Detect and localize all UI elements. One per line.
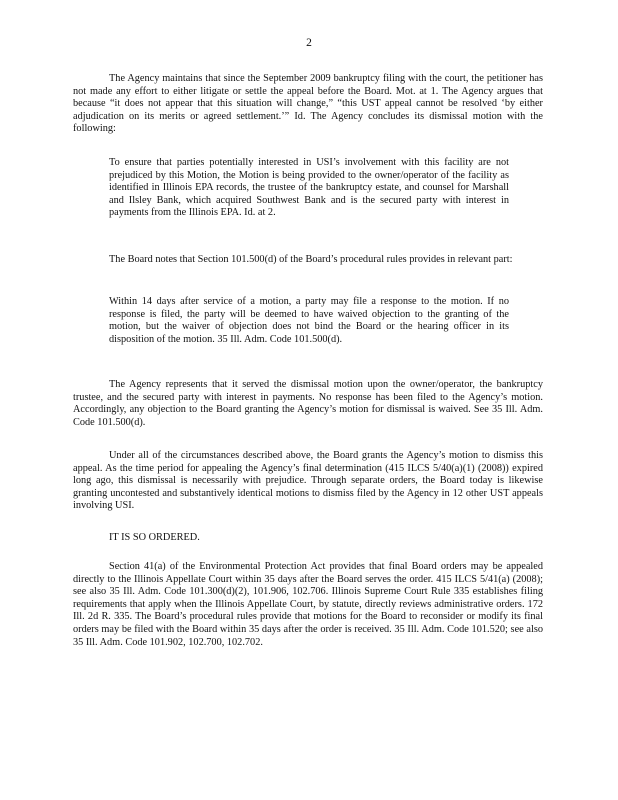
- paragraph-agency-maintains: The Agency maintains that since the September 2009 bankruptcy filing with the court, the petitioner has not made any effort to either litigate or settle the appeal before the Board. Mot. at 1. The Agency argues that because “it does not appear that this situation will change,” “this UST appeal cannot be resolved ‘by either adjudication on its merits or agreed settlement.’” Id. The Agency concludes its dismissal motion with the following:: [73, 73, 543, 135]
- paragraph-board-notes: The Board notes that Section 101.500(d) of the Board’s procedural rules provides in relevant part:: [109, 254, 513, 265]
- paragraph-board-grants: Under all of the circumstances described above, the Board grants the Agency’s motion to dismiss this appeal. As the time period for appealing the Agency’s final determination (415 ILCS 5/40(a)(1) (2008)) expired long ago, this dismissal is necessarily with prejudice. Through separate orders, the Board today is likewise granting uncontested and substantively identical motions to dismiss filed by the Agency in 12 other UST appeals involving USI.: [73, 450, 543, 512]
- order-statement: IT IS SO ORDERED.: [109, 532, 200, 543]
- block-quote-rule-101-500: Within 14 days after service of a motion, a party may file a response to the motion. If no response is filed, the party will be deemed to have waived objection to the granting of the motion, but the waiver of objection does not bind the Board or the hearing officer in its disposition of the motion. 35 Ill. Adm. Code 101.500(d).: [109, 296, 509, 345]
- block-quote-motion-notice: To ensure that parties potentially interested in USI’s involvement with this facility are not prejudiced by this Motion, the Motion is being provided to the owner/operator of the facility as identified in Illinois EPA records, the trustee of the bankruptcy estate, and counsel for Marshall and Ilsley Bank, which acquired Southwest Bank and is the secured party with interest in payments from the Illinois EPA. Id. at 2.: [109, 157, 509, 219]
- page-number: 2: [306, 37, 312, 49]
- paragraph-agency-represents: The Agency represents that it served the dismissal motion upon the owner/operator, the bankruptcy trustee, and the secured party with interest in payments. No response has been filed to the Agency’s motion. Accordingly, any objection to the Board granting the Agency’s motion for dismissal is waived. See 35 Ill. Adm. Code 101.500(d).: [73, 379, 543, 428]
- paragraph-appeal-rights: Section 41(a) of the Environmental Protection Act provides that final Board orders may be appealed directly to the Illinois Appellate Court within 35 days after the Board serves the order. 415 ILCS 5/41(a) (2008); see also 35 Ill. Adm. Code 101.300(d)(2), 101.906, 102.706. Illinois Supreme Court Rule 335 establishes filing requirements that apply when the Illinois Appellate Court, by statute, directly reviews administrative orders. 172 Ill. 2d R. 335. The Board’s procedural rules provide that motions for the Board to reconsider or modify its final orders may be filed with the Board within 35 days after the order is received. 35 Ill. Adm. Code 101.520; see also 35 Ill. Adm. Code 101.902, 102.700, 102.702.: [73, 561, 543, 648]
